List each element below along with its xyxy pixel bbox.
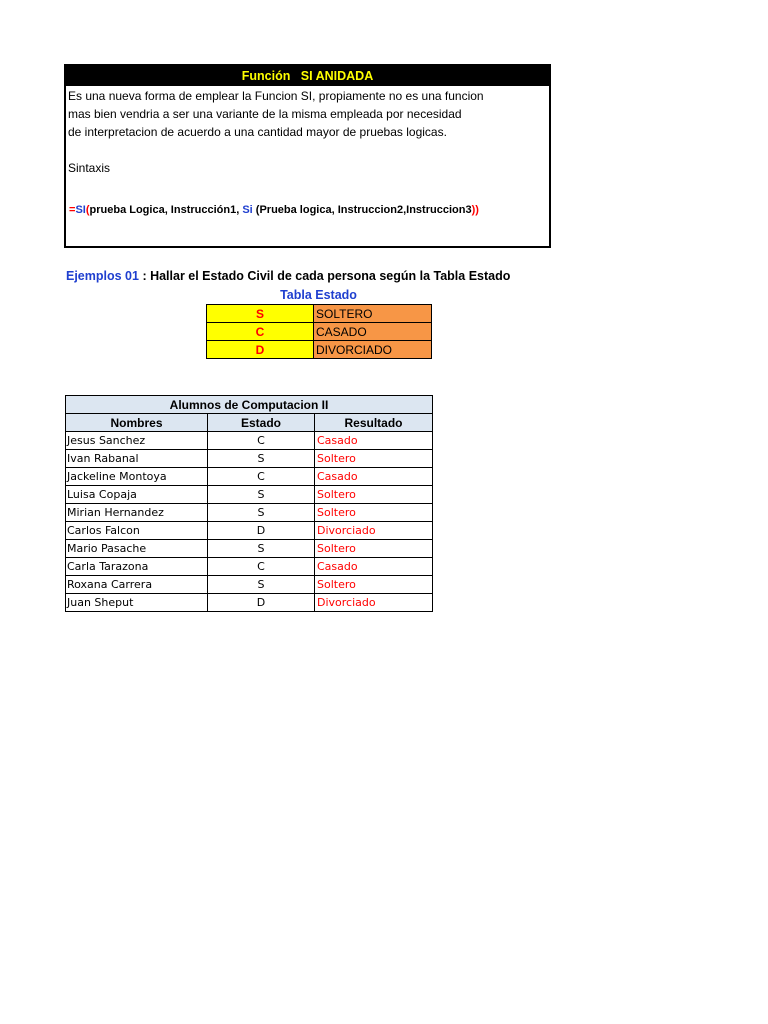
tabla-estado — [206, 304, 432, 359]
alumnos-caption-row — [66, 396, 433, 414]
syntax-close: )) — [471, 204, 479, 216]
intro-line[interactable]: de interpretacion de acuerdo a una cantidad mayor de pruebas logicas. — [68, 125, 447, 139]
cell-resultado[interactable]: Soltero — [315, 450, 433, 468]
header-resultado[interactable]: Resultado — [315, 414, 433, 432]
lookup-desc-cell[interactable]: SOLTERO — [314, 305, 432, 323]
cell-nombre[interactable]: Jackeline Montoya — [66, 468, 208, 486]
cell-nombre[interactable]: Carla Tarazona — [66, 558, 208, 576]
lookup-desc-cell[interactable]: DIVORCIADO — [314, 341, 432, 359]
table-row — [66, 468, 433, 486]
cell-nombre[interactable]: Mirian Hernandez — [66, 504, 208, 522]
header-nombres[interactable]: Nombres — [66, 414, 208, 432]
table-row — [66, 522, 433, 540]
table-row — [66, 540, 433, 558]
syntax-si-2: Si — [242, 204, 253, 216]
example-label: Ejemplos 01 — [66, 269, 143, 283]
cell-nombre[interactable]: Ivan Rabanal — [66, 450, 208, 468]
syntax-part-2: (Prueba logica, Instruccion2,Instruccion3 — [252, 204, 472, 216]
lookup-desc-cell[interactable]: CASADO — [314, 323, 432, 341]
lookup-row — [207, 323, 432, 341]
table-row — [66, 558, 433, 576]
lookup-code-cell[interactable]: D — [207, 341, 314, 359]
alumnos-table — [65, 395, 433, 612]
cell-estado[interactable]: S — [208, 450, 315, 468]
cell-resultado[interactable]: Casado — [315, 432, 433, 450]
table-row — [66, 432, 433, 450]
lookup-code-cell[interactable]: C — [207, 323, 314, 341]
intro-box — [64, 64, 551, 248]
cell-resultado[interactable]: Divorciado — [315, 522, 433, 540]
header-estado[interactable]: Estado — [208, 414, 315, 432]
cell-resultado[interactable]: Soltero — [315, 504, 433, 522]
cell-nombre[interactable]: Mario Pasache — [66, 540, 208, 558]
syntax-label[interactable]: Sintaxis — [68, 161, 111, 175]
cell-estado[interactable]: D — [208, 522, 315, 540]
cell-nombre[interactable]: Luisa Copaja — [66, 486, 208, 504]
syntax-formula[interactable] — [69, 204, 479, 216]
table-row — [66, 504, 433, 522]
lookup-code-cell[interactable]: S — [207, 305, 314, 323]
intro-title[interactable]: Función SI ANIDADA — [66, 66, 549, 86]
syntax-si-1: SI — [75, 204, 86, 216]
cell-estado[interactable]: S — [208, 540, 315, 558]
cell-nombre[interactable]: Roxana Carrera — [66, 576, 208, 594]
syntax-part-1: prueba Logica, Instrucción1, — [89, 204, 243, 216]
cell-resultado[interactable]: Soltero — [315, 486, 433, 504]
cell-nombre[interactable]: Jesus Sanchez — [66, 432, 208, 450]
cell-resultado[interactable]: Soltero — [315, 540, 433, 558]
cell-estado[interactable]: S — [208, 576, 315, 594]
cell-estado[interactable]: S — [208, 486, 315, 504]
alumnos-caption[interactable]: Alumnos de Computacion II — [66, 396, 433, 414]
table-row — [66, 576, 433, 594]
intro-line[interactable]: Es una nueva forma de emplear la Funcion SI, propiamente no es una funcion — [68, 89, 484, 103]
cell-estado[interactable]: C — [208, 558, 315, 576]
cell-estado[interactable]: D — [208, 594, 315, 612]
cell-estado[interactable]: C — [208, 468, 315, 486]
cell-resultado[interactable]: Soltero — [315, 576, 433, 594]
lookup-row — [207, 341, 432, 359]
tabla-estado-title[interactable]: Tabla Estado — [280, 288, 357, 302]
cell-estado[interactable]: C — [208, 432, 315, 450]
table-row — [66, 594, 433, 612]
cell-nombre[interactable]: Juan Sheput — [66, 594, 208, 612]
cell-resultado[interactable]: Casado — [315, 558, 433, 576]
alumnos-header-row — [66, 414, 433, 432]
syntax-eq: = — [69, 204, 76, 216]
intro-line[interactable]: mas bien vendria a ser una variante de la misma empleada por necesidad — [68, 107, 462, 121]
cell-resultado[interactable]: Divorciado — [315, 594, 433, 612]
table-row — [66, 450, 433, 468]
example-text: : Hallar el Estado Civil de cada persona según la Tabla Estado — [142, 269, 511, 283]
cell-nombre[interactable]: Carlos Falcon — [66, 522, 208, 540]
cell-resultado[interactable]: Casado — [315, 468, 433, 486]
syntax-open: ( — [85, 204, 90, 216]
table-row — [66, 486, 433, 504]
example-heading[interactable] — [66, 269, 510, 283]
cell-estado[interactable]: S — [208, 504, 315, 522]
lookup-row — [207, 305, 432, 323]
